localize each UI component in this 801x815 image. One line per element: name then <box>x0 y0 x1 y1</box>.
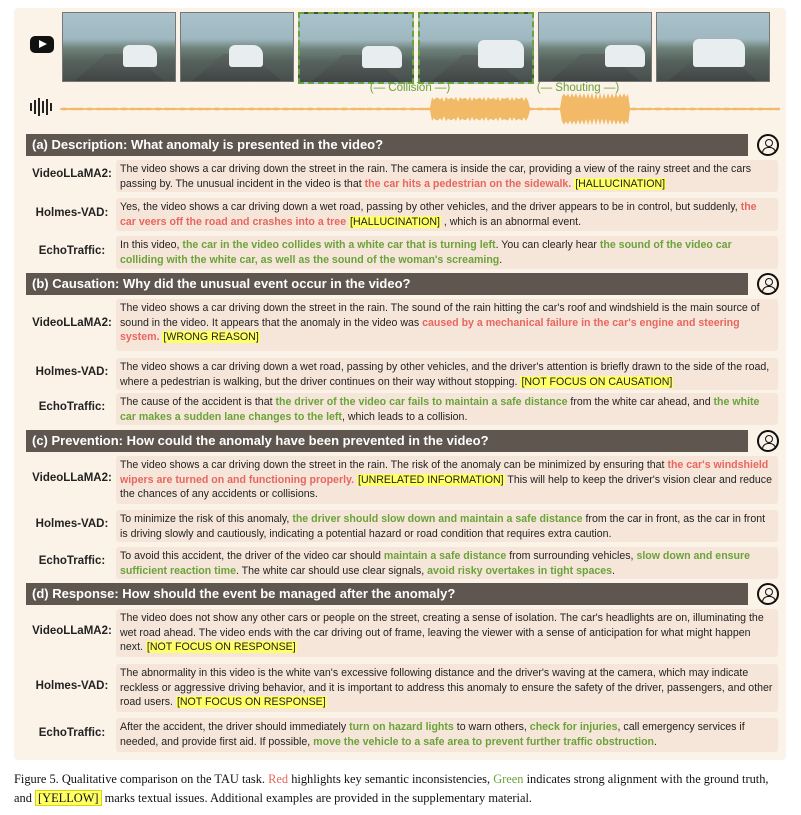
section-header: (b) Causation: Why did the unusual event occur in the video? <box>26 273 748 295</box>
highlight-span: the white car makes a sudden lane changes to the left <box>120 396 760 423</box>
text-span: In this video, <box>120 239 183 251</box>
section-header: (a) Description: What anomaly is presented in the video? <box>26 134 748 156</box>
text-span: . <box>499 253 503 266</box>
answer-text <box>116 664 778 712</box>
highlight-span: caused by a mechanical failure in the car's engine and steering system. <box>120 316 740 343</box>
model-label: Holmes-VAD: <box>35 518 109 530</box>
play-icon[interactable] <box>30 36 54 53</box>
answer-row <box>26 358 780 390</box>
answer-text <box>116 456 778 504</box>
answer-row <box>26 393 780 425</box>
answer-text <box>116 547 778 579</box>
collision-label: (— Collision —) <box>369 82 451 94</box>
model-label: EchoTraffic: <box>38 401 106 413</box>
issue-tag: [WRONG REASON] <box>163 331 259 343</box>
issue-tag: [NOT FOCUS ON CAUSATION] <box>521 375 673 388</box>
video-frame-5 <box>538 12 652 82</box>
text-span: . You can clearly hear <box>495 239 600 251</box>
audio-waveform <box>60 92 780 126</box>
video-frame-2 <box>180 12 294 82</box>
answer-row <box>26 160 780 192</box>
shouting-label: (— Shouting —) <box>536 82 620 94</box>
model-label: VideoLLaMA2: <box>32 317 112 329</box>
user-icon <box>757 273 779 295</box>
model-label: VideoLLaMA2: <box>32 168 112 180</box>
figure-caption: Figure 5. Qualitative comparison on the TAU task. Red highlights key semantic inconsistencies, Green indicates strong alignment with the ground truth, and [YELLOW] marks textual issues. Additional examples are provided in the supplementary material. <box>14 772 769 805</box>
highlight-span: turn on hazard lights <box>349 721 454 733</box>
text-span: . The white car should use clear signals, <box>235 564 428 577</box>
answer-row <box>26 299 780 351</box>
user-icon <box>757 430 779 452</box>
text-span: The abnormality in this video is the white van's excessive following distance and the driver's waving at the camera, which may indicate reckless or aggressive driving behavior, and it is important to address this anomaly to ensure the safety of the driver, passengers, and other road users. <box>120 667 773 708</box>
text-span: After the accident, the driver should immediately <box>120 721 350 733</box>
text-span: . <box>612 564 615 577</box>
text-span: To minimize the risk of this anomaly, <box>120 513 293 525</box>
answer-row <box>26 609 780 657</box>
answer-text <box>116 358 778 390</box>
video-frame-3 <box>298 12 414 84</box>
answer-text <box>116 609 778 657</box>
answer-text <box>116 198 778 231</box>
text-span: The cause of the accident is that <box>120 396 276 408</box>
video-frame-1 <box>62 12 176 82</box>
audio-wave-icon <box>30 98 54 116</box>
model-label: Holmes-VAD: <box>35 366 109 378</box>
model-label: Holmes-VAD: <box>35 680 109 692</box>
highlight-span: the sound of the video car colliding with the white car, as well as the sound of the woman's screaming <box>120 239 732 266</box>
highlight-span: the car's windshield wipers are turned on and functioning properly. <box>120 459 769 486</box>
user-icon <box>757 134 779 156</box>
highlight-span: the car in the video collides with a white car that is turning left <box>182 239 496 251</box>
user-icon <box>757 583 779 605</box>
text-span: , which leads to a collision. <box>341 410 468 423</box>
answer-row <box>26 547 780 579</box>
answer-row <box>26 718 780 752</box>
highlight-span: the driver of the video car fails to maintain a safe distance <box>275 396 568 408</box>
model-label: VideoLLaMA2: <box>32 625 112 637</box>
highlight-span: the car veers off the road and crashes into a tree <box>120 201 757 228</box>
answer-text <box>116 299 778 351</box>
issue-tag: [HALLUCINATION] <box>350 215 440 228</box>
text-span: To avoid this accident, the driver of the video car should <box>120 550 384 562</box>
answer-row <box>26 664 780 712</box>
model-label: Holmes-VAD: <box>35 206 109 219</box>
highlight-span: check for injuries <box>529 721 618 733</box>
answer-text <box>116 510 778 542</box>
answer-row <box>26 236 780 269</box>
model-label: EchoTraffic: <box>38 555 106 567</box>
answer-text <box>116 718 778 752</box>
answer-text <box>116 236 778 269</box>
highlight-span: the driver should slow down and maintain a safe distance <box>292 513 583 525</box>
section-header: (c) Prevention: How could the anomaly have been prevented in the video? <box>26 430 748 452</box>
model-label: VideoLLaMA2: <box>32 472 112 484</box>
answer-row <box>26 198 780 231</box>
text-span: from the car in front, as the car in front is driving slowly and cautiously, indicating a potential hazard or road condition that requires extra caution. <box>120 513 766 540</box>
text-span: This will help to keep the driver's vision clear and reduce the chances of any accidents or collisions. <box>120 473 772 500</box>
issue-tag: [UNRELATED INFORMATION] <box>358 473 504 486</box>
text-span: The video shows a car driving down a wet road, passing by other vehicles, and the driver's attention is briefly drawn to the side of the road, where a pedestrian is walking, but the driver continues on their way without stopping. <box>120 361 770 388</box>
text-span: , which is an abnormal event. <box>440 215 582 228</box>
model-label: EchoTraffic: <box>38 727 106 739</box>
highlight-span: the car hits a pedestrian on the sidewalk. <box>364 177 572 190</box>
text-span: The video shows a car driving down the street in the rain. The sound of the rain hitting the car's roof and windshield is the main source of sound in the video. It appears that the anomaly in the video was <box>120 302 760 329</box>
answer-row <box>26 510 780 542</box>
text-span: from surrounding vehicles, <box>506 550 637 562</box>
highlight-span: maintain a safe distance <box>383 550 507 562</box>
highlight-span: avoid risky overtakes in tight spaces <box>427 564 613 577</box>
highlight-span: slow down and ensure sufficient reaction time <box>120 550 751 577</box>
issue-tag: [HALLUCINATION] <box>575 177 666 190</box>
issue-tag: [NOT FOCUS ON RESPONSE] <box>176 696 326 708</box>
section-header: (d) Response: How should the event be managed after the anomaly? <box>26 583 748 605</box>
text-span: from the white car ahead, and <box>567 396 714 408</box>
answer-row <box>26 456 780 504</box>
text-span: , call emergency services if needed, and provide first aid. If possible, <box>120 721 745 748</box>
text-span: Yes, the video shows a car driving down a wet road, passing by other vehicles, and the driver appears to be in control, but suddenly, <box>120 201 741 213</box>
issue-tag: [NOT FOCUS ON RESPONSE] <box>146 641 296 653</box>
highlight-span: move the vehicle to a safe area to prevent further traffic obstruction <box>313 735 655 748</box>
model-label: EchoTraffic: <box>38 244 106 257</box>
answer-text <box>116 160 778 192</box>
text-span: . <box>654 735 657 748</box>
text-span: The video shows a car driving down the street in the rain. The risk of the anomaly can be minimized by ensuring that <box>120 459 668 471</box>
video-frame-6 <box>656 12 770 82</box>
video-frame-4 <box>418 12 534 84</box>
text-span: to warn others, <box>453 721 530 733</box>
text-span: The video shows a car driving down the street in the rain. The camera is inside the car, providing a view of the rainy street and the cars passing by. The unusual incident in the video is that <box>120 163 752 190</box>
text-span: The video does not show any other cars or people on the street, creating a sense of isolation. The car's headlights are on, illuminating the wet road ahead. The video ends with the car driving out of frame, leaving the viewer with a sense of anticipation for what might happen next. <box>120 612 764 653</box>
answer-text <box>116 393 778 425</box>
